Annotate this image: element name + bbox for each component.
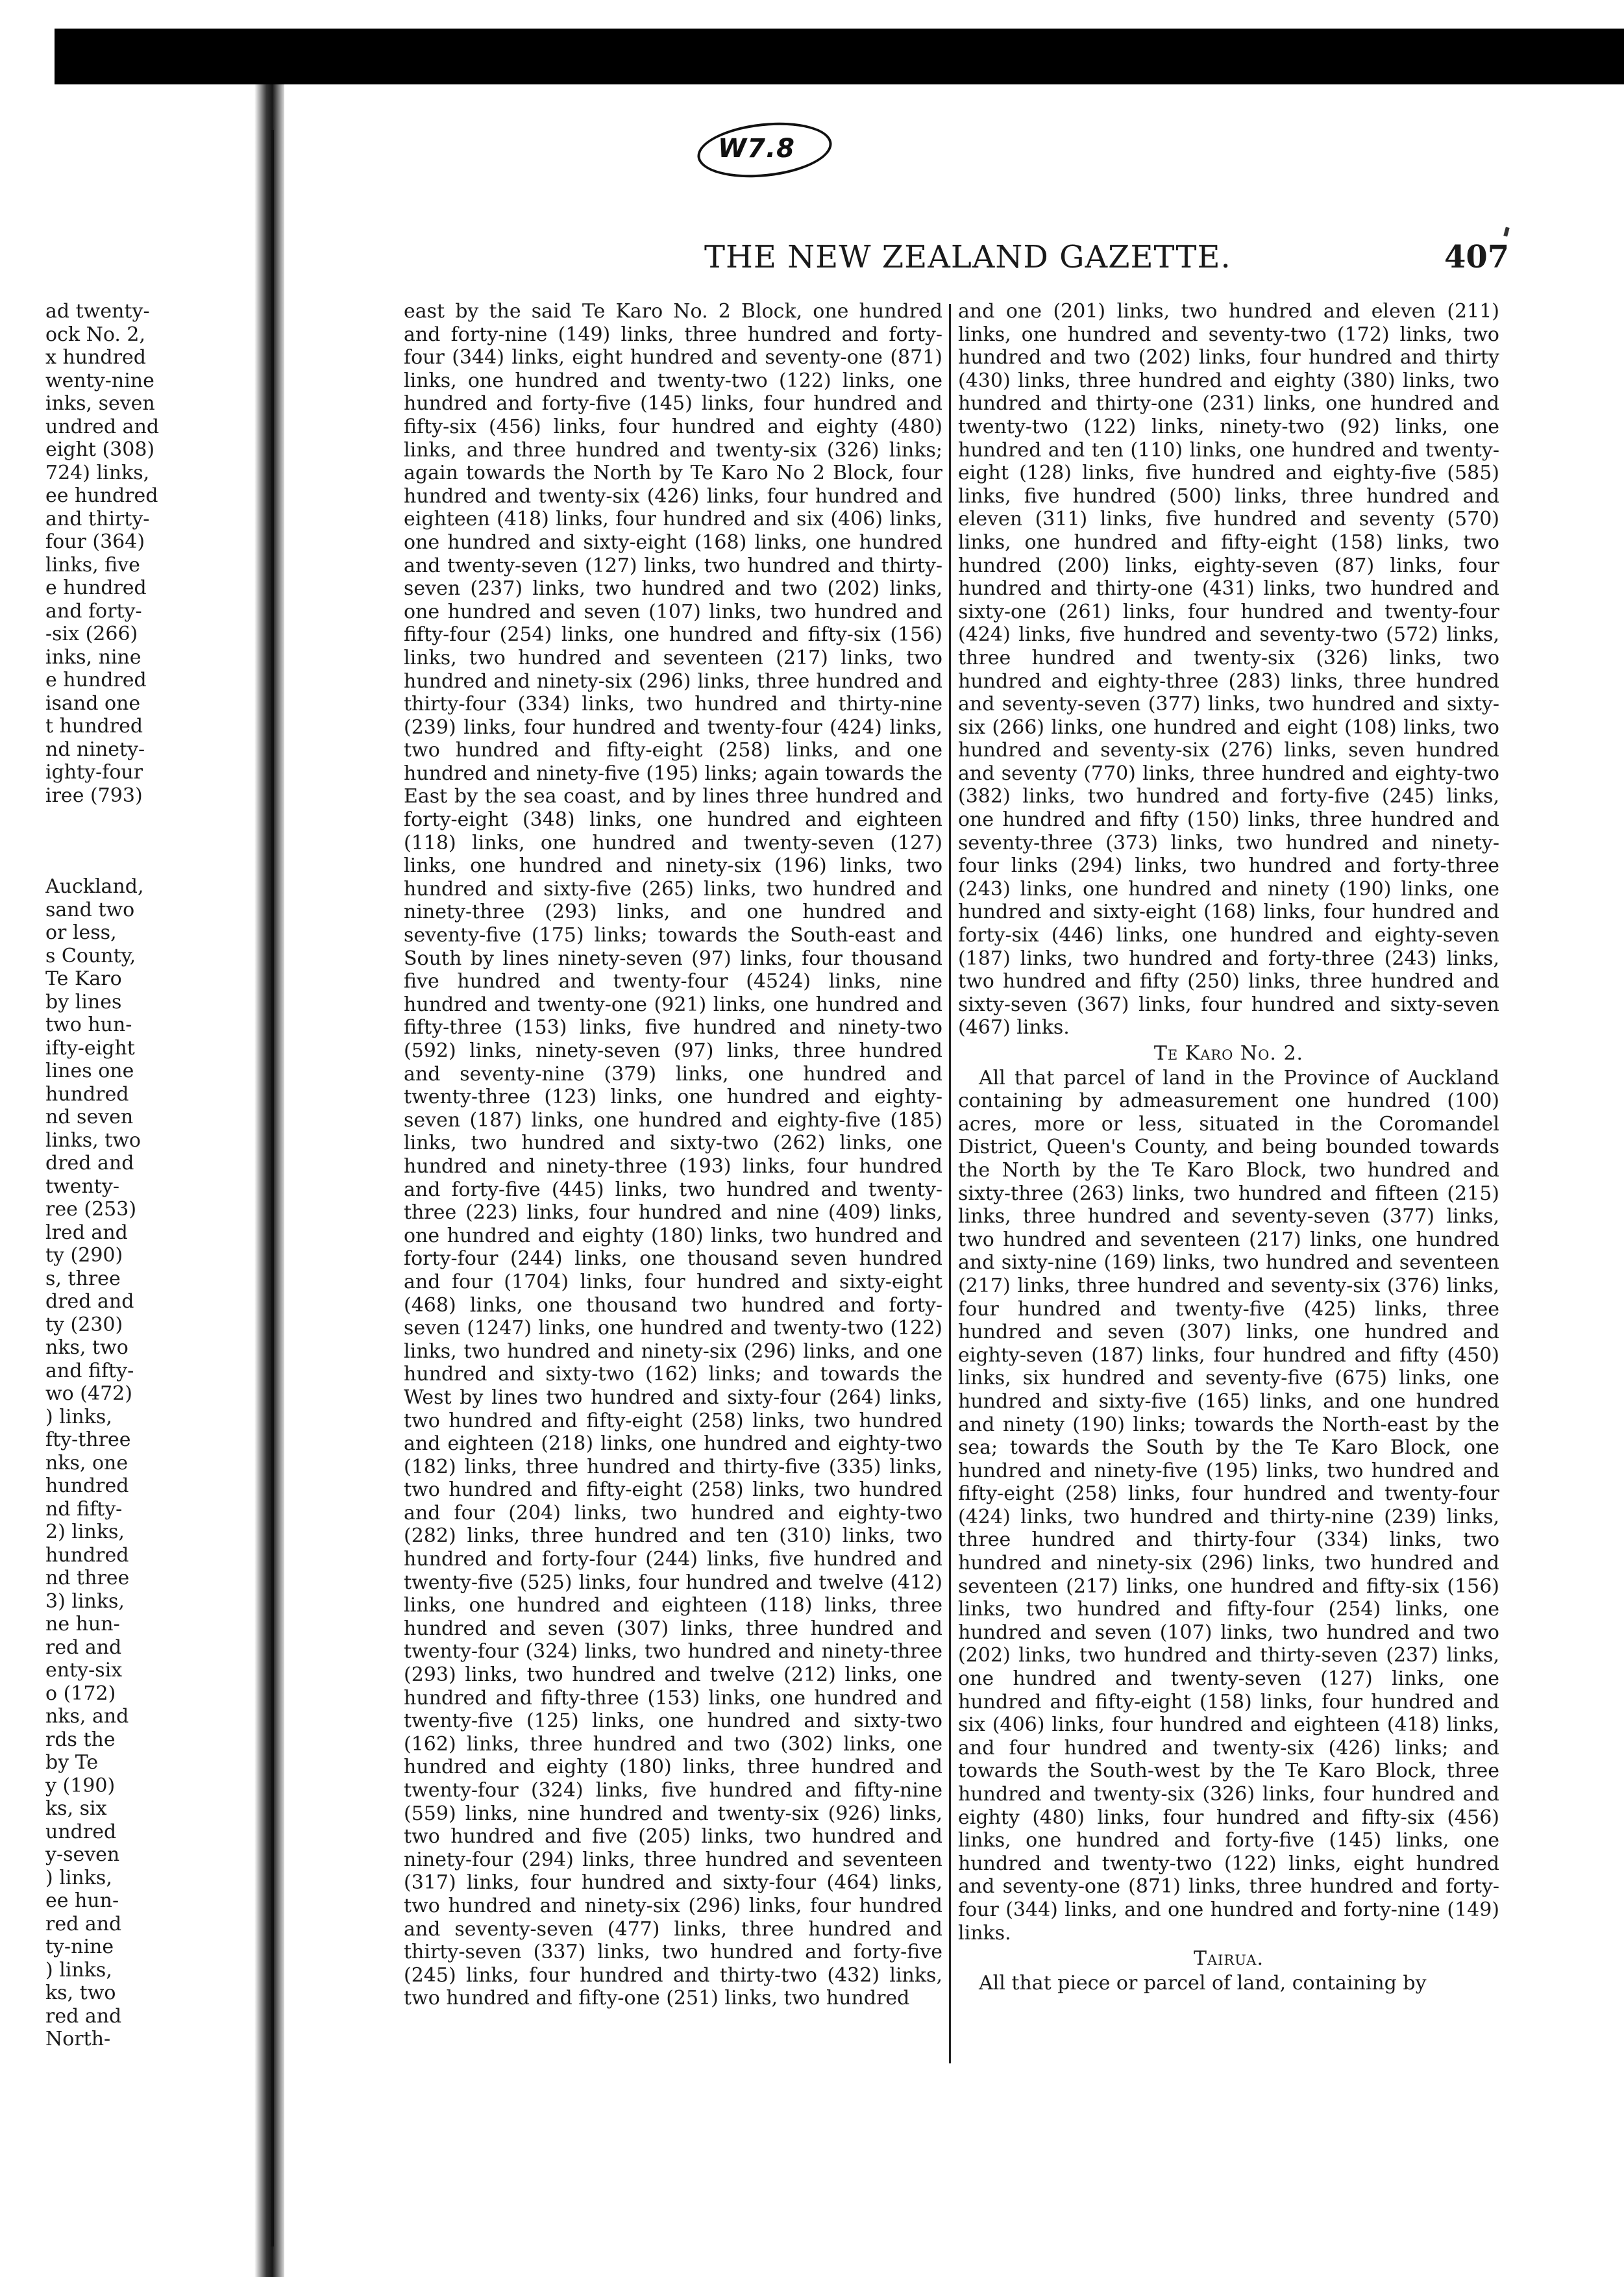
previous-page-fragment-line: Auckland, (45, 875, 144, 898)
previous-page-fragment-line: ock No. 2, (45, 323, 146, 346)
previous-page-fragment-line: and forty- (45, 599, 142, 623)
boundary-description-end: and one (201) links, two hundred and eleven (211) links, one hundred and seventy-two (172) links, two hundred and two (202) links, four hundred and thirty (430) links, three hundred and eighty (380) links, two hundred and thirty-one (231) links, one hundred and twenty-two (122) links, ninety-two (92) links, one hundred and ten (110) links, one hundred and twenty-eight (128) links, five hundred and eighty-five (585) links, five hundred (500) links, three hundred and eleven (311) links, five hundred and seventy (570) links, one hundred and fifty-eight (158) links, two hundred (200) links, eighty-seven (87) links, four hundred and thirty-one (431) links, two hundred and sixty-one (261) links, four hundred and twenty-four (424) links, five hundred and seventy-two (572) links, three hundred and twenty-six (326) links, two hundred and eighty-three (283) links, three hundred and seventy-seven (377) links, two hundred and sixty-six (266) links, one hundred and eight (108) links, two hundred and seventy-six (276) links, seven hundred and seventy (770) links, three hundred and eighty-two (382) links, two hundred and forty-five (245) links, one hundred and fifty (150) links, three hundred and seventy-three (373) links, two hundred and ninety-four links (294) links, two hundred and forty-three (243) links, one hundred and ninety (190) links, one hundred and sixty-eight (168) links, four hundred and forty-six (446) links, one hundred and eighty-seven (187) links, two hundred and forty-three (243) links, two hundred and fifty (250) links, three hundred and sixty-seven (367) links, four hundred and sixty-seven (467) links. (958, 300, 1499, 1039)
section-heading-tairua: Tairua. (1193, 1947, 1264, 1971)
previous-page-fragment-line: nks, two (45, 1336, 129, 1359)
previous-page-fragment-line: and fifty- (45, 1359, 134, 1382)
previous-page-fragment-line: nd three (45, 1567, 130, 1589)
previous-page-fragment-line: ) links, (45, 1405, 112, 1428)
previous-page-fragment-line: nks, one (45, 1451, 129, 1474)
previous-page-fragment-line: ifty-eight (45, 1036, 135, 1060)
previous-page-fragment-line: e hundred (45, 577, 147, 599)
previous-page-fragment-line: y (190) (45, 1774, 116, 1797)
previous-page-fragment-line: ks, six (45, 1797, 107, 1820)
previous-page-fragment-line: ty-nine (45, 1935, 114, 1958)
boundary-description-continued: east by the said Te Karo No. 2 Block, one hundred and forty-nine (149) links, three hundred and forty-four (344) links, eight hundred and seventy-one (871) links, one hundred and twenty-two (122) links, one hundred and forty-five (145) links, four hundred and fifty-six (456) links, four hundred and eighty (480) links, and three hundred and twenty-six (326) links; again towards the North by Te Karo No 2 Block, four hundred and twenty-six (426) links, four hundred and eighteen (418) links, four hundred and six (406) links, one hundred and sixty-eight (168) links, one hundred and twenty-seven (127) links, two hundred and thirty-seven (237) links, two hundred and two (202) links, one hundred and seven (107) links, two hundred and fifty-four (254) links, one hundred and fifty-six (156) links, two hundred and seventeen (217) links, two hundred and ninety-six (296) links, three hundred and thirty-four (334) links, two hundred and thirty-nine (239) links, four hundred and twenty-four (424) links, two hundred and fifty-eight (258) links, and one hundred and ninety-five (195) links; again towards the East by the sea coast, and by lines three hundred and forty-eight (348) links, one hundred and eighteen (118) links, one hundred and twenty-seven (127) links, one hundred and ninety-six (196) links, two hundred and sixty-five (265) links, two hundred and ninety-three (293) links, and one hundred and seventy-five (175) links; towards the South-east and South by lines ninety-seven (97) links, four thousand five hundred and twenty-four (4524) links, nine hundred and twenty-one (921) links, one hundred and fifty-three (153) links, five hundred and ninety-two (592) links, ninety-seven (97) links, three hundred and seventy-nine (379) links, one hundred and twenty-three (123) links, one hundred and eighty-seven (187) links, one hundred and eighty-five (185) links, two hundred and sixty-two (262) links, one hundred and ninety-three (193) links, four hundred and forty-five (445) links, two hundred and twenty-three (223) links, four hundred and nine (409) links, one hundred and eighty (180) links, two hundred and forty-four (244) links, one thousand seven hundred and four (1704) links, four hundred and sixty-eight (468) links, one thousand two hundred and forty-seven (1247) links, one hundred and twenty-two (122) links, two hundred and ninety-six (296) links, and one hundred and sixty-two (162) links; and towards the West by lines two hundred and sixty-four (264) links, two hundred and fifty-eight (258) links, two hundred and eighteen (218) links, one hundred and eighty-two (182) links, three hundred and thirty-five (335) links, two hundred and fifty-eight (258) links, two hundred and four (204) links, two hundred and eighty-two (282) links, three hundred and ten (310) links, two hundred and forty-four (244) links, five hundred and twenty-five (525) links, four hundred and twelve (412) links, one hundred and eighteen (118) links, three hundred and seven (307) links, three hundred and twenty-four (324) links, two hundred and ninety-three (293) links, two hundred and twelve (212) links, one hundred and fifty-three (153) links, one hundred and twenty-five (125) links, one hundred and sixty-two (162) links, three hundred and two (302) links, one hundred and eighty (180) links, three hundred and twenty-four (324) links, five hundred and fifty-nine (559) links, nine hundred and twenty-six (926) links, two hundred and five (205) links, two hundred and ninety-four (294) links, three hundred and seventeen (317) links, four hundred and sixty-four (464) links, two hundred and ninety-six (296) links, four hundred and seventy-seven (477) links, three hundred and thirty-seven (337) links, two hundred and forty-five (245) links, four hundred and thirty-two (432) links, two hundred and fifty-one (251) links, two hundred (404, 300, 942, 2010)
scan-top-border (55, 29, 1624, 84)
previous-page-fragment-line: e hundred (45, 669, 147, 691)
previous-page-fragment-line: lred and (45, 1221, 128, 1244)
previous-page-fragment-line: and thirty- (45, 507, 150, 530)
handwritten-stamp (695, 109, 837, 180)
previous-page-fragment-line: red and (45, 1912, 122, 1935)
previous-page-fragment-line: ee hundred (45, 484, 158, 507)
previous-page-fragment-line: 3) links, (45, 1589, 125, 1613)
previous-page-fragment-line: o (172) (45, 1682, 116, 1705)
previous-page-fragment-line: inks, nine (45, 645, 141, 669)
previous-page-fragment-line: ) links, (45, 1958, 112, 1982)
stamp-text: W7.8 (718, 134, 795, 164)
previous-page-fragment-line: s County, (45, 944, 136, 967)
previous-page-fragment-line: nks, and (45, 1705, 129, 1728)
previous-page-fragment-line: by Te (45, 1751, 99, 1774)
previous-page-fragment-line: s, three (45, 1267, 121, 1290)
previous-page-fragment-line: ty (290) (45, 1244, 123, 1267)
previous-page-fragment-line: inks, seven (45, 392, 155, 415)
previous-page-fragment-line: hundred (45, 1082, 129, 1106)
column-divider (949, 304, 951, 2063)
previous-page-fragment-line: rds the (45, 1728, 116, 1751)
previous-page-fragment-group (45, 875, 169, 2051)
previous-page-fragment-line: y-seven (45, 1843, 120, 1866)
previous-page-fragment-group (45, 300, 169, 807)
previous-page-fragment-line: ) links, (45, 1866, 112, 1889)
previous-page-fragment-line: ee hun- (45, 1889, 119, 1912)
previous-page-fragment-line: 2) links, (45, 1521, 125, 1543)
previous-page-fragment-line: 724) links, (45, 461, 150, 484)
previous-page-fragment-line: red and (45, 2004, 122, 2028)
previous-page-fragment-line: wenty-nine (45, 369, 154, 392)
previous-page-fragment-line: by lines (45, 990, 122, 1014)
left-text-column (404, 300, 942, 2010)
page-number: 407 (1444, 239, 1510, 275)
te-karo-no-2-description: All that parcel of land in the Province of Auckland containing by admeasurement one hundred (100) acres, more or less, situated in the Coromandel District, Queen's County, and being bounded towards the North by the Te Karo Block, two hundred and sixty-three (263) links, two hundred and fifteen (215) links, three hundred and seventy-seven (377) links, two hundred and seventeen (217) links, one hundred and sixty-nine (169) links, two hundred and seventeen (217) links, three hundred and seventy-six (376) links, four hundred and twenty-five (425) links, three hundred and seven (307) links, one hundred and eighty-seven (187) links, four hundred and fifty (450) links, six hundred and seventy-five (675) links, one hundred and sixty-five (165) links, and one hundred and ninety (190) links; towards the North-east by the sea; towards the South by the Te Karo Block, one hundred and ninety-five (195) links, two hundred and fifty-eight (258) links, four hundred and twenty-four (424) links, two hundred and thirty-nine (239) links, three hundred and thirty-four (334) links, two hundred and ninety-six (296) links, two hundred and seventeen (217) links, one hundred and fifty-six (156) links, two hundred and fifty-four (254) links, one hundred and seven (107) links, two hundred and two (202) links, two hundred and thirty-seven (237) links, one hundred and twenty-seven (127) links, one hundred and fifty-eight (158) links, four hundred and six (406) links, four hundred and eighteen (418) links, and four hundred and twenty-six (426) links; and towards the South-west by the Te Karo Block, three hundred and twenty-six (326) links, four hundred and eighty (480) links, four hundred and fifty-six (456) links, one hundred and forty-five (145) links, one hundred and twenty-two (122) links, eight hundred and seventy-one (871) links, three hundred and forty-four (344) links, and one hundred and forty-nine (149) links. (958, 1066, 1499, 1945)
page-binding-edge (271, 130, 274, 2246)
previous-page-fragment-line: links, five (45, 553, 140, 577)
previous-page-fragment-line: nd ninety- (45, 738, 145, 761)
previous-page-fragment-line: fty-three (45, 1428, 131, 1451)
previous-page-fragment-line: iree (793) (45, 784, 143, 807)
previous-page-fragment-line: four (364) (45, 530, 145, 553)
previous-page-fragment-line: eight (308) (45, 438, 155, 461)
previous-page-fragment-line: hundred (45, 1474, 129, 1497)
previous-page-fragment-line: dred and (45, 1290, 134, 1313)
tairua-description: All that piece or parcel of land, containing by (979, 1971, 1427, 1995)
previous-page-fragment-line: t hundred (45, 715, 143, 738)
previous-page-fragment-line: twenty- (45, 1175, 119, 1198)
previous-page-fragment-line: nd fifty- (45, 1497, 123, 1521)
previous-page-fragment-line: ree (253) (45, 1198, 137, 1221)
previous-page-fragment-line: nd seven (45, 1106, 134, 1128)
previous-page-fragment-line: North- (45, 2028, 111, 2050)
previous-page-fragment-line: ighty-four (45, 761, 143, 784)
previous-page-fragment-line: lines one (45, 1060, 134, 1082)
previous-page-fragment-line: wo (472) (45, 1382, 132, 1405)
right-text-column (958, 300, 1499, 1995)
previous-page-fragment-line: two hun- (45, 1014, 132, 1036)
previous-page-fragment-line: ad twenty- (45, 300, 150, 323)
previous-page-fragment-line: links, two (45, 1128, 141, 1152)
previous-page-fragment-line: -six (266) (45, 623, 138, 645)
previous-page-fragment-line: hundred (45, 1543, 129, 1567)
previous-page-fragment-line: ty (230) (45, 1313, 123, 1336)
previous-page-fragment-line: red and (45, 1636, 122, 1659)
previous-page-fragment-line: ne hun- (45, 1613, 120, 1636)
previous-page-fragment-line: sand two (45, 898, 135, 921)
page-binding-shadow (254, 84, 284, 2277)
previous-page-fragment-line: or less, (45, 921, 117, 944)
previous-page-fragment-line: isand one (45, 691, 141, 715)
previous-page-fragment-line: undred and (45, 415, 160, 438)
previous-page-fragment-line: undred (45, 1820, 117, 1843)
previous-page-fragment-line: dred and (45, 1152, 134, 1175)
previous-page-fragment-line: x hundred (45, 346, 146, 369)
pencil-mark (1503, 227, 1509, 236)
previous-page-fragment-line: enty-six (45, 1659, 123, 1682)
gazette-title: THE NEW ZEALAND GAZETTE. (704, 239, 1231, 275)
previous-page-fragment-line: ks, two (45, 1982, 116, 2004)
previous-page-column (45, 300, 169, 2051)
section-heading-te-karo-no-2: Te Karo No. 2. (1153, 1042, 1304, 1065)
previous-page-fragment-line: Te Karo (45, 967, 122, 990)
